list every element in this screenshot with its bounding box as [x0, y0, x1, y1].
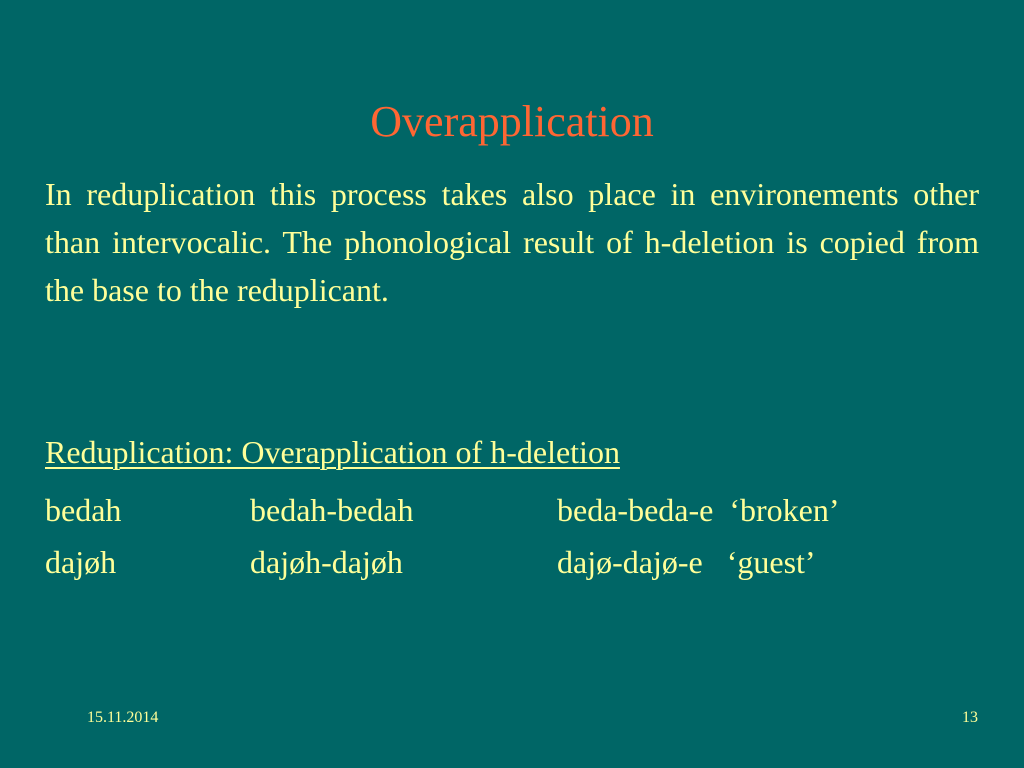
- slide-paragraph: In reduplication this process takes also place in environements other than intervocalic. The phonological result of h-deletion is copied from the base to the reduplicant.: [45, 176, 979, 308]
- footer-date: 15.11.2014: [87, 709, 159, 726]
- example-reduplicated: dajøh-dajøh: [250, 544, 403, 580]
- section-heading: Reduplication: Overapplication of h-deletion: [45, 434, 620, 470]
- slide-title: Overapplication: [370, 97, 654, 146]
- example-output: beda-beda-e ‘broken’: [557, 492, 840, 528]
- example-base: bedah: [45, 492, 122, 528]
- example-reduplicated: bedah-bedah: [250, 492, 414, 528]
- page-number: 13: [962, 709, 978, 726]
- example-output: dajø-dajø-e ‘guest’: [557, 544, 816, 580]
- example-base: dajøh: [45, 544, 117, 580]
